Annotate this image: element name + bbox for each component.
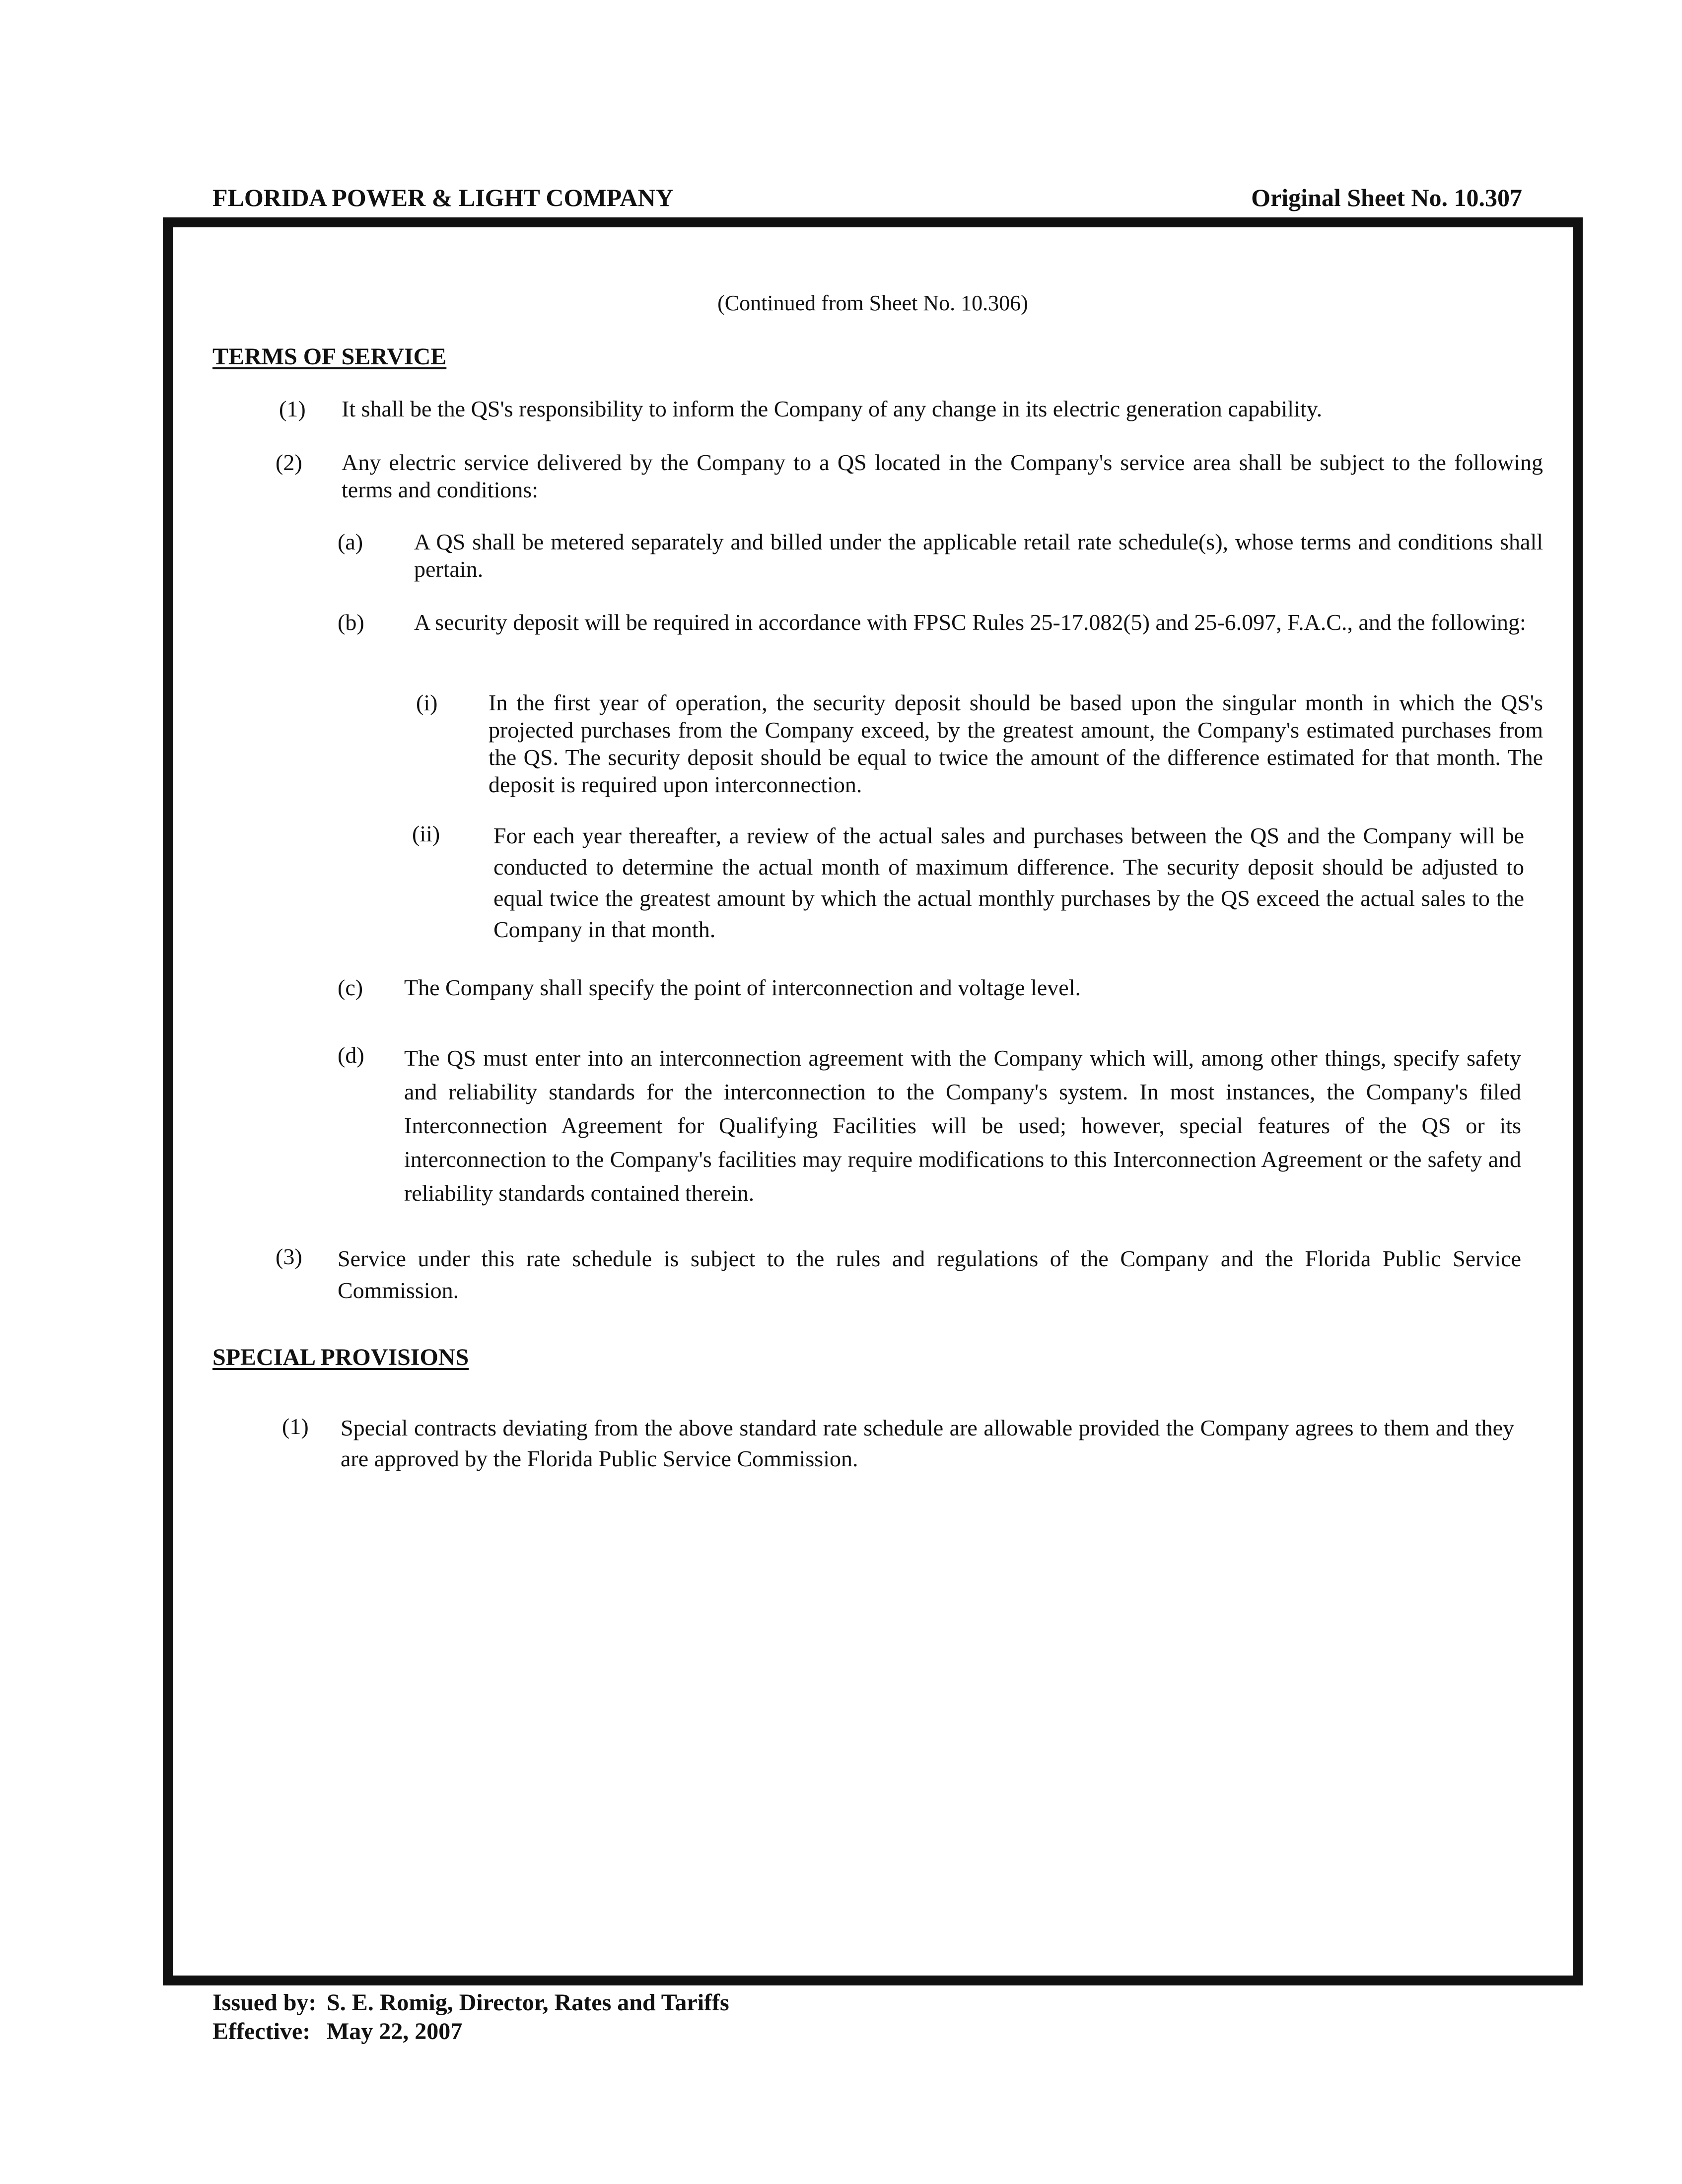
sheet-number: Original Sheet No. 10.307 [1251, 184, 1522, 211]
terms-item-2a-text: A QS shall be metered separately and billed under the applicable retail rate schedule(s), whose terms and conditions shall pertain. [414, 529, 1543, 582]
terms-item-2b-ii-text: For each year thereafter, a review of the actual sales and purchases between the QS and the Company will be conducted to determine the actual month of maximum difference. The security deposit should be adjusted to equal twice the greatest amount by which the actual monthly purchases by the QS exceed the actual sales to the Company in that month. [493, 823, 1524, 942]
terms-item-2b-text: A security deposit will be required in accordance with FPSC Rules 25-17.082(5) and 25-6.097, F.A.C., and the following: [414, 610, 1526, 635]
terms-item-2-text: Any electric service delivered by the Company to a QS located in the Company's service area shall be subject to the following terms and conditions: [342, 450, 1543, 502]
effective-line [212, 2017, 462, 2046]
terms-item-2-number: (2) [276, 450, 302, 475]
issued-by-value: S. E. Romig, Director, Rates and Tariffs [327, 1989, 729, 2016]
terms-item-3-text: Service under this rate schedule is subject to the rules and regulations of the Company and the Florida Public Service Commission. [338, 1246, 1521, 1303]
terms-item-1-text: It shall be the QS's responsibility to inform the Company of any change in its electric generation capability. [342, 396, 1323, 421]
terms-item-2c-number: (c) [338, 975, 363, 1000]
effective-value: May 22, 2007 [327, 2018, 463, 2045]
issued-by-line [212, 1988, 729, 2017]
terms-item-2b-ii-number: (ii) [412, 821, 440, 846]
terms-item-2b-i-text: In the first year of operation, the security deposit should be based upon the singular month in which the QS's projected purchases from the Company exceed, by the greatest amount, the Company's estimated purchases from the QS. The security deposit should be equal to twice the amount of the difference estimated for that month. The deposit is required upon interconnection. [489, 690, 1543, 797]
special-item-1-number: (1) [282, 1414, 309, 1439]
continued-note: (Continued from Sheet No. 10.306) [717, 291, 1028, 315]
special-item-1-text: Special contracts deviating from the above standard rate schedule are allowable provided the Company agrees to them and they are approved by the Florida Public Service Commission. [341, 1415, 1514, 1471]
terms-item-1-number: (1) [279, 396, 306, 421]
terms-item-2d-number: (d) [338, 1042, 364, 1068]
effective-label: Effective: [212, 2018, 311, 2045]
special-provisions-heading: SPECIAL PROVISIONS [212, 1344, 469, 1370]
terms-item-2b-i-number: (i) [416, 690, 438, 715]
terms-item-2d-text: The QS must enter into an interconnection agreement with the Company which will, among other things, specify safety and reliability standards for the interconnection to the Company's system. In most instances, the Company's filed Interconnection Agreement for Qualifying Facilities will be used; however, special features of the QS or its interconnection to the Company's facilities may require modifications to this Interconnection Agreement or the safety and reliability standards contained therein. [404, 1045, 1521, 1206]
company-name: FLORIDA POWER & LIGHT COMPANY [212, 184, 674, 211]
terms-item-2a-number: (a) [338, 529, 363, 554]
terms-item-2c-text: The Company shall specify the point of interconnection and voltage level. [404, 975, 1081, 1000]
issued-by-label: Issued by: [212, 1989, 317, 2016]
terms-item-3-number: (3) [276, 1244, 302, 1269]
terms-item-2b-number: (b) [338, 610, 364, 635]
terms-of-service-heading: TERMS OF SERVICE [212, 343, 447, 370]
